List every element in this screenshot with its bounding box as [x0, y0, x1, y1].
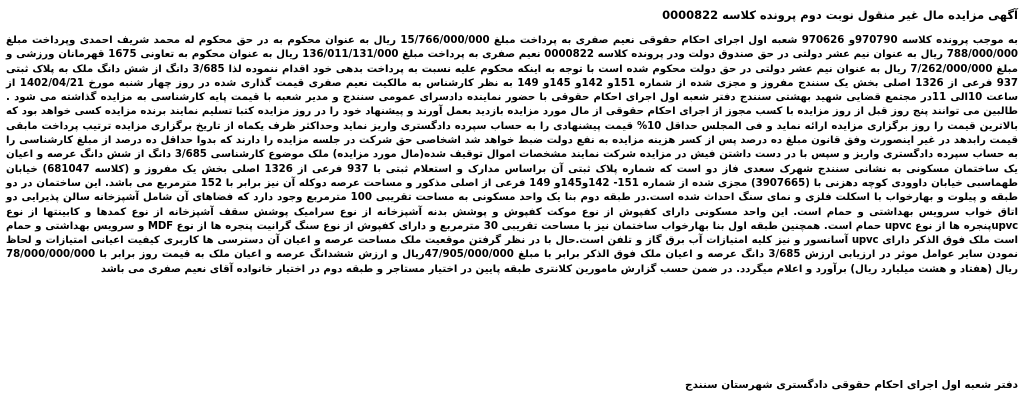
notice-title: آگهی مزایده مال غیر منقول نوبت دوم پرونده کلاسه 0000822: [662, 8, 1018, 22]
notice-body: به موجب پرونده کلاسه 970790و 970626 شعبه اول اجرای احکام حقوقی نعیم صفری به پرداخت مبلغ 15/766/000/000 ریال به عنوان محکوم به در حق محکوم له محمد شریف احمدی وپرداخت مبلغ 788/000/000 ریال به عنوان نیم عشر دولتی در حق صندوق دولت ودر پرونده کلاسه 0000822 نعیم صفری به پرداخت مبلغ 136/011/131/000 ریال به عنوان محکوم به تعاونی 1675 قهرمانان ورزشی و مبلغ 7/262/000/000 ریال به عنوان نیم عشر دولتی در حق دولت محکوم شده است با توجه به اینکه محکوم علیه نسبت به پرداخت بدهی خود اقدام ننموده لذا 3/685 دانگ از شش دانگ ملک به پلاک ثبتی 937 فرعی از 1326 اصلی بخش یک سنندج مفروز و مجزی شده از شماره 151و 142و 145و 149 به نظر کارشناس به مالکیت نعیم صفری قیمت گذاری شده در روز چهار شنبه مورخ 1402/04/21 از ساعت 10الی 11در مجتمع قضایی شهید بهشتی سنندج دفتر شعبه اول اجرای احکام حقوقی با حضور نماینده دادسرای عمومی سنندج و مدیر شعبه با قیمت پایه کارشناسی به مزایده گذاشته می شود . طالبین می توانند پنج روز قبل از روز مزایده با کسب مجوز از اجرای احکام حقوقی از مال مورد مزایده بازدید بعمل آورند و پیشنهاد خود را در روز مزایده کتبا تسلیم نمایند برنده مزایده کسی خواهد بود که بالاترین قیمت را روز برگزاری مزایده ارائه نماید و فی المجلس حداقل 10% قیمت پیشنهادی را به حساب سپرده دادگستری واریز نماید وحداکثر ظرف یکماه از تاریخ برگزاری مزایده ترتیب پرداخت مابقی قیمت رابدهد در غیر اینصورت وفق قانون مبلغ ده درصد پس از کسر هزینه مزایده به نفع دولت ضبط خواهد شد اشخاصی حق شرکت در جلسه مزایده را دارند که بدوا حداقل ده درصد از مبلغ کارشناسی را به حساب سپرده دادگستری واریز و سپس با در دست داشتن فیش در مزایده شرکت نمایند مشخصات اموال توقیف شده(مال مورد مزایده) ملک موضوع کارشناسی 3/685 دانگ از شش دانگ عرصه و اعیان یک ساختمان مسکونی به نشانی سنندج شهرک سعدی فاز دو است که شماره پلاک ثبتی آن براساس مدارک و استعلام ثبتی با 937 فرعی از 1326 اصلی بخش یک مفروز و (کلاسه 681047) خیابان طهماسبی خیابان داوودی کوچه دهزنی با (3907665) مجزی شده از شماره 151- 142و145و 149 فرعی از اصلی مذکور و مساحت عرصه دوکله آن نیز برابر با 152 مترمربع می باشد. این ساختمان در دو طبقه و پیلوت و بهارخواب با اسکلت فلزی و نمای سنگ احداث شده است.در طبقه دوم بنا یک واحد مسکونی به مساحت تقریبی 100 مترمربع وجود دارد که فضاهای آن شامل آشپزخانه سالن پذیرایی دو اتاق خواب سرویس بهداشتی و حمام است. این واحد مسکونی دارای کفپوش از نوع موکت کفپوش و پوشش بدنه آشپزخانه از نوع سرامیک پوشش سقف آشپزخانه از نوع کمدها و کابینتها از نوع upvcپنجره ها از نوع upvc حمام است. همچنین طبقه اول بنا بهارخواب ساختمان نیز با مساحت تقریبی 30 مترمربع و دارای کفپوش از نوع سنگ گرانیت پنجره ها از نوع MDF و سرویس بهداشتی و حمام است ملک فوق الذکر دارای upvc آسانسور و نیز کلیه امتیازات آب برق گاز و تلفن است.حال با در نظر گرفتن موقعیت ملک مساحت عرصه و اعیان آن دسترسی ها کاربری کیفیت اعیانی امتیازات و لحاظ نمودن سایر عوامل موثر در ارزیابی ارزش 3/685 دانگ عرصه و اعیان ملک فوق الذکر برابر با مبلغ 47/905/000/000ریال و ارزش ششدانگ عرصه و اعیان ملک به قیمت روز برابر با 78/000/000/000 ریال (هفتاد و هشت میلیارد ریال) برآورد و اعلام میگردد. در ضمن حسب گزارش مامورین کلانتری طبقه پایین در اختیار مستاجر و طبقه دوم در اختیار خانواده آقای نعیم صفری می باشد: [6, 35, 1019, 275]
auction-notice: [6, 6, 1018, 398]
notice-footer-signature: دفتر شعبه اول اجرای احکام حقوقی دادگستری شهرستان سنندج: [685, 379, 1018, 391]
